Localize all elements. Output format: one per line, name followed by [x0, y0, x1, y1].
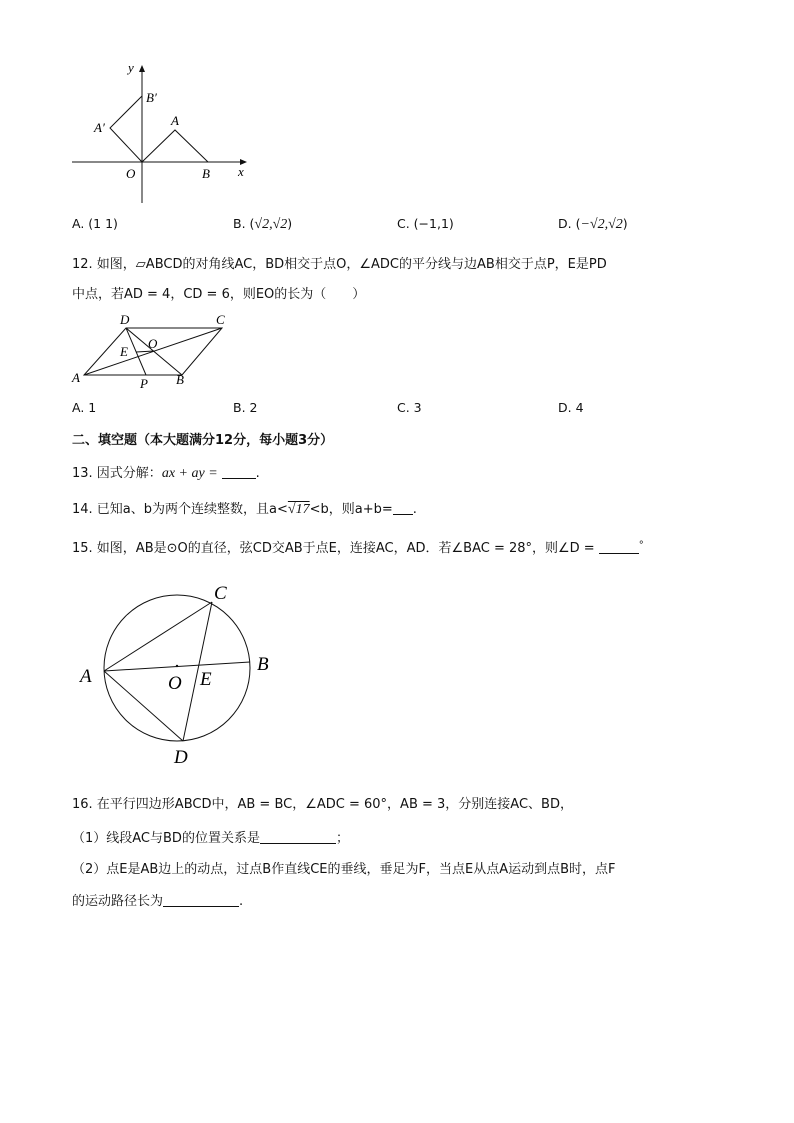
q11-option-b-math: √2,√2	[254, 217, 288, 232]
label-p: P	[140, 376, 148, 391]
segment-a-prime-b-prime	[110, 96, 142, 162]
q15-degree: °	[638, 540, 644, 551]
label-e: E	[120, 344, 128, 359]
q11-option-d-math: −√2,√2	[580, 217, 623, 232]
label-b: B	[257, 654, 269, 675]
label-a: A	[72, 370, 80, 385]
q14-middle: <b，则a+b=	[309, 502, 393, 517]
label-d: D	[174, 747, 188, 768]
q16-part1-text: （1）线段AC与BD的位置关系是	[72, 831, 260, 846]
q14	[72, 500, 417, 519]
label-b: B	[176, 372, 184, 387]
q12-option-b: B. 2	[233, 400, 258, 415]
q12-line2: 中点，若AD = 4，CD = 6，则EO的长为（ ）	[72, 287, 366, 302]
label-b-prime: B′	[146, 90, 157, 105]
q16-part1-blank	[260, 829, 336, 844]
label-e: E	[200, 669, 212, 690]
segment-a-b	[142, 130, 208, 162]
label-y: y	[128, 60, 134, 75]
q12-option-a: A. 1	[72, 400, 97, 415]
q11-option-d-prefix: D. (	[558, 216, 581, 231]
q11-option-b	[233, 216, 292, 233]
q13-suffix: .	[255, 466, 260, 481]
q14-suffix: .	[412, 502, 417, 517]
label-b: B	[202, 166, 210, 181]
q12-option-d: D. 4	[558, 400, 584, 415]
q16-part2-blank	[163, 892, 239, 907]
label-x: x	[238, 164, 244, 179]
q15	[72, 537, 644, 558]
label-a-prime: A′	[94, 120, 105, 135]
q11-option-b-prefix: B. (	[233, 216, 255, 231]
q15-answer-blank	[599, 539, 639, 554]
q16-line1: 16. 在平行四边形ABCD中，AB = BC，∠ADC = 60°，AB = 3，分别连接AC、BD，	[72, 797, 573, 812]
q11-option-a: A. (1 1)	[72, 216, 118, 231]
q14-math: √17	[287, 502, 310, 517]
label-d: D	[120, 312, 130, 327]
q16-part1-suffix: ；	[335, 831, 349, 846]
q16-part2-text: 的运动路径长为	[72, 894, 164, 909]
q16-part2-line2	[72, 892, 243, 911]
q11-figure	[68, 58, 258, 213]
q11-option-b-suffix: )	[287, 216, 293, 231]
q13	[72, 464, 260, 483]
q15-text: 15. 如图，AB是⊙O的直径，弦CD交AB于点E，连接AC，AD．若∠BAC = 28°，则∠D =	[72, 541, 595, 556]
q13-prefix: 13. 因式分解：	[72, 466, 162, 481]
label-c: C	[216, 312, 225, 327]
q11-option-c: C. (−1,1)	[397, 216, 454, 231]
q14-answer-blank	[393, 500, 413, 515]
q12-option-c: C. 3	[397, 400, 422, 415]
label-c: C	[214, 583, 227, 604]
q12-line1: 12. 如图，▱ABCD的对角线AC，BD相交于点O，∠ADC的平分线与边AB相交于点P，E是PD	[72, 257, 607, 272]
label-o: O	[126, 166, 136, 181]
segment-ac	[104, 602, 212, 671]
q11-option-d	[558, 216, 628, 233]
q15-figure	[72, 575, 292, 775]
q16-part1	[72, 829, 349, 848]
q12-figure	[70, 312, 240, 392]
q13-answer-blank	[222, 464, 256, 479]
label-o: O	[168, 673, 182, 694]
label-o: O	[148, 336, 158, 351]
circle-o	[104, 595, 250, 741]
q14-prefix: 14. 已知a、b为两个连续整数，且a<	[72, 502, 288, 517]
center-point	[176, 665, 178, 667]
label-a: A	[80, 666, 92, 687]
q11-option-d-suffix: )	[622, 216, 628, 231]
q16-part2-suffix: .	[239, 894, 244, 909]
q13-math: ax + ay =	[161, 466, 218, 481]
section-heading: 二、填空题（本大题满分12分，每小题3分）	[72, 433, 334, 448]
q16-part2-line1: （2）点E是AB边上的动点，过点B作直线CE的垂线，垂足为F，当点E从点A运动到点B时，点F	[72, 862, 616, 877]
label-a: A	[171, 113, 179, 128]
